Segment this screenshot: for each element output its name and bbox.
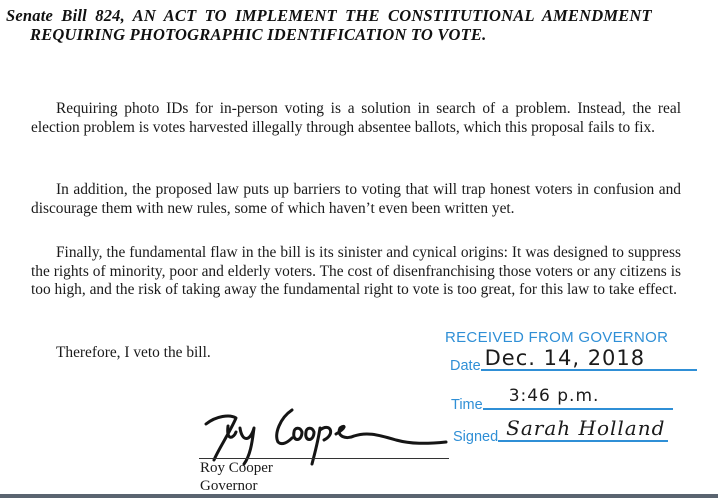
received-stamp-heading: RECEIVED FROM GOVERNOR bbox=[445, 329, 669, 346]
governor-title: Governor bbox=[200, 478, 258, 494]
bill-title-line-1: Senate Bill 824, AN ACT TO IMPLEMENT THE CONSTITUTIONAL AMENDMENT bbox=[6, 6, 652, 25]
governor-name: Roy Cooper bbox=[200, 460, 273, 476]
stamp-time-row bbox=[451, 386, 673, 413]
veto-paragraph-1: Requiring photo IDs for in-person voting is a solution in search of a problem. Instead, the real election problem is votes harvested illegally through absentee ballots, which this proposal fails to fix. bbox=[31, 100, 681, 136]
stamp-signed-label: Signed bbox=[453, 429, 499, 445]
veto-conclusion: Therefore, I veto the bill. bbox=[56, 344, 211, 361]
stamp-date-value: Dec. 14, 2018 bbox=[484, 346, 646, 370]
governor-signature-block bbox=[200, 459, 273, 495]
stamp-time-line bbox=[483, 386, 673, 410]
stamp-time-value: 3:46 p.m. bbox=[508, 386, 600, 406]
veto-paragraph-3: Finally, the fundamental flaw in the bill is its sinister and cynical origins: It was designed to suppress the rights of minority, poor and elderly voters. The cost of disenfranchising those voters or any citizens is too high, and the risk of taking away the fundamental right to vote is too great, for this law to take effect. bbox=[31, 244, 681, 298]
stamp-signed-value: Sarah Holland bbox=[506, 416, 666, 440]
bottom-edge bbox=[0, 494, 718, 498]
bill-title-line-2: REQUIRING PHOTOGRAPHIC IDENTIFICATION TO VOTE. bbox=[30, 25, 487, 44]
stamp-date-row bbox=[450, 346, 697, 374]
stamp-date-line bbox=[481, 346, 697, 371]
veto-paragraph-2: In addition, the proposed law puts up barriers to voting that will trap honest voters in confusion and discourage them with new rules, some of which haven’t even been written yet. bbox=[31, 181, 681, 217]
stamp-date-label: Date bbox=[450, 358, 481, 374]
stamp-time-label: Time bbox=[451, 397, 483, 413]
stamp-signed-line bbox=[498, 416, 668, 442]
stamp-signed-row bbox=[453, 416, 668, 445]
bill-title bbox=[6, 6, 716, 44]
